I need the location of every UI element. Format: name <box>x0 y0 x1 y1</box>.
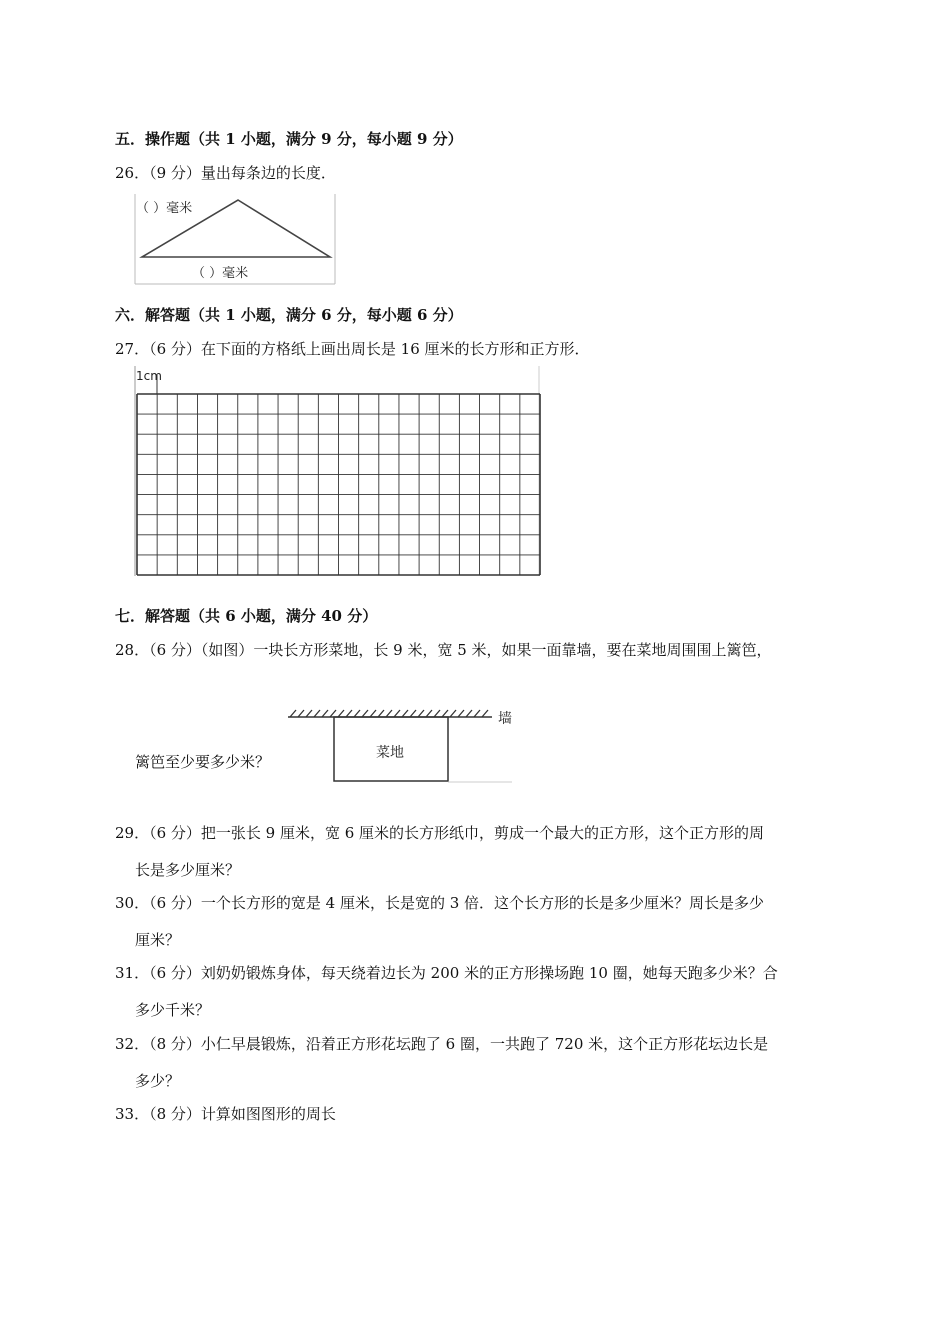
question-31-cont: 多少千米？ <box>135 1001 211 1019</box>
wall-hatch-mark <box>386 710 392 717</box>
wall-hatch-mark <box>434 710 440 717</box>
wall-hatch-mark <box>458 710 464 717</box>
grid-unit-label: 1cm <box>136 369 162 383</box>
wall-hatch-mark <box>474 710 480 717</box>
wall-hatch-mark <box>338 710 344 717</box>
wall-hatch-mark <box>442 710 448 717</box>
wall-hatch-mark <box>482 710 488 717</box>
question-28: 28．（6 分）（如图）一块长方形菜地，长 9 米，宽 5 米，如果一面靠墙，要在菜地周围围上篱笆， <box>115 641 772 659</box>
wall-hatch-mark <box>418 710 424 717</box>
grid-lines <box>137 394 540 575</box>
wall-hatch-mark <box>466 710 472 717</box>
triangle-figure <box>130 192 340 286</box>
question-26: 26．（9 分）量出每条边的长度． <box>115 164 336 182</box>
wall-hatch-mark <box>322 710 328 717</box>
wall-hatch-mark <box>402 710 408 717</box>
wall-hatch-mark <box>394 710 400 717</box>
wall-hatch-mark <box>330 710 336 717</box>
question-27: 27．（6 分）在下面的方格纸上画出周长是 16 厘米的长方形和正方形． <box>115 340 590 358</box>
question-29: 29．（6 分）把一张长 9 厘米，宽 6 厘米的长方形纸巾，剪成一个最大的正方形，这个正方形的周 <box>115 824 765 842</box>
question-30: 30．（6 分）一个长方形的宽是 4 厘米，长是宽的 3 倍．这个长方形的长是多少厘米？周长是多少 <box>115 894 765 912</box>
wall-hatch-mark <box>290 710 296 717</box>
question-32: 32．（8 分）小仁早晨锻炼，沿着正方形花坛跑了 6 圈，一共跑了 720 米，这个正方形花坛边长是 <box>115 1035 769 1053</box>
question-33: 33．（8 分）计算如图图形的周长 <box>115 1105 336 1123</box>
wall-hatch-mark <box>298 710 304 717</box>
wall-label: 墙 <box>498 711 512 727</box>
triangle-left-label: （ ）毫米 <box>136 201 193 216</box>
field-label: 菜地 <box>376 745 404 761</box>
vegetable-field-figure <box>280 705 520 785</box>
question-32-cont: 多少？ <box>135 1072 181 1090</box>
wall-hatch-mark <box>354 710 360 717</box>
wall-hatch-mark <box>346 710 352 717</box>
wall-hatch-mark <box>410 710 416 717</box>
wall-hatch-mark <box>450 710 456 717</box>
question-28-cont: 篱笆至少要多少米？ <box>135 753 271 771</box>
section-5-heading: 五．操作题（共 1 小题，满分 9 分，每小题 9 分） <box>115 130 463 148</box>
question-29-cont: 长是多少厘米？ <box>135 861 241 879</box>
section-7-heading: 七．解答题（共 6 小题，满分 40 分） <box>115 607 378 625</box>
triangle-bottom-label: （ ）毫米 <box>192 266 249 281</box>
wall-hatch-mark <box>370 710 376 717</box>
section-6-heading: 六．解答题（共 1 小题，满分 6 分，每小题 6 分） <box>115 306 463 324</box>
grid-paper <box>130 366 544 580</box>
wall-hatch-mark <box>362 710 368 717</box>
wall-hatch-mark <box>426 710 432 717</box>
wall-hatch-mark <box>378 710 384 717</box>
question-30-cont: 厘米？ <box>135 931 181 949</box>
question-31: 31．（6 分）刘奶奶锻炼身体，每天绕着边长为 200 米的正方形操场跑 10 圈，她每天跑多少米？合 <box>115 964 778 982</box>
wall-hatch-mark <box>314 710 320 717</box>
wall-hatching <box>290 710 488 717</box>
wall-hatch-mark <box>306 710 312 717</box>
